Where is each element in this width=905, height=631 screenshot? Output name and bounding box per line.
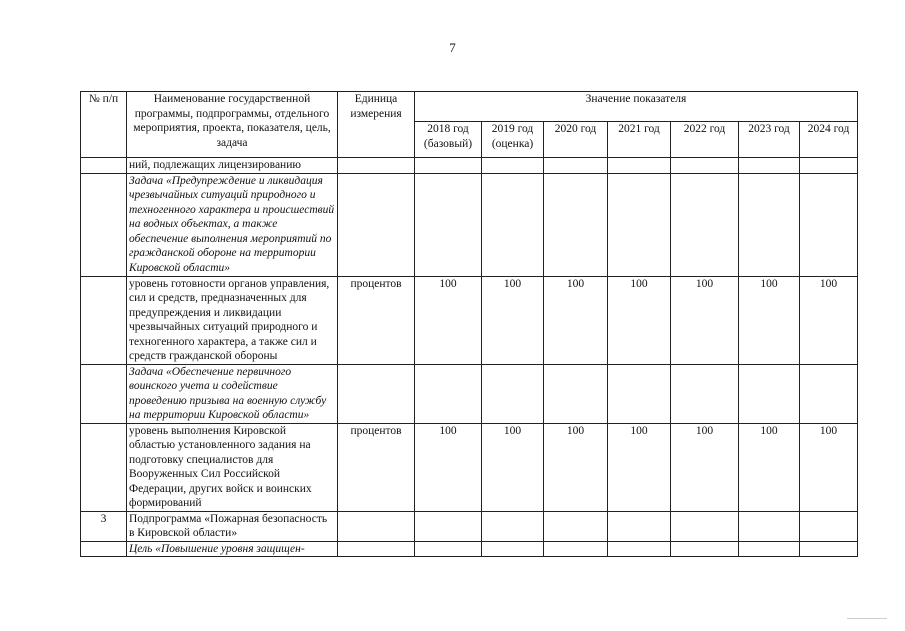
row-unit: процентов: [338, 276, 415, 364]
row-name: Подпрограмма «Пожарная безопасность в Кировской области»: [127, 511, 338, 541]
row-value: 100: [482, 276, 544, 364]
row-value: 100: [415, 423, 482, 511]
header-year: 2018 год (базовый): [415, 122, 482, 158]
row-value: 100: [800, 423, 858, 511]
row-value: 100: [544, 423, 608, 511]
row-name: уровень готовности органов управления, сил и средств, предназначенных для предупреждения и ликвидации чрезвычайных ситуаций природного и техногенного характера, а также сил и средств гражданской обороны: [127, 276, 338, 364]
row-value: 100: [739, 276, 800, 364]
page-number: 7: [449, 40, 456, 55]
header-unit: Единица измерения: [338, 92, 415, 158]
row-value: 100: [608, 276, 671, 364]
table-row-continuation: [81, 158, 858, 174]
row-value: 100: [482, 423, 544, 511]
row-name: Задача «Предупреждение и ликвидация чрезвычайных ситуаций природного и техногенного характера и происшествий на водных объектах, а также обеспечение выполнения мероприятий по гражданской обороне на территории Кировской области»: [127, 173, 338, 276]
scan-artifact: [847, 618, 887, 619]
table-row-goal: [81, 541, 858, 557]
header-year: 2020 год: [544, 122, 608, 158]
row-name: ний, подлежащих лицензированию: [127, 158, 338, 174]
header-year: 2022 год: [671, 122, 739, 158]
table-row-task: [81, 364, 858, 423]
row-value: 100: [671, 276, 739, 364]
row-value: 100: [608, 423, 671, 511]
row-unit: процентов: [338, 423, 415, 511]
row-name: Цель «Повышение уровня защищен-: [127, 541, 338, 557]
header-year: 2023 год: [739, 122, 800, 158]
row-value: 100: [415, 276, 482, 364]
row-name: Задача «Обеспечение первичного воинского учета и содействие проведению призыва на военную службу на территории Кировской области»: [127, 364, 338, 423]
table-row-indicator: [81, 423, 858, 511]
row-value: 100: [544, 276, 608, 364]
table-row-task: [81, 173, 858, 276]
row-value: 100: [800, 276, 858, 364]
header-year: 2024 год: [800, 122, 858, 158]
header-row-top: [81, 92, 858, 122]
row-num: 3: [81, 511, 127, 541]
header-year: 2019 год (оценка): [482, 122, 544, 158]
row-name: уровень выполнения Кировской областью установленного задания на подготовку специалистов для Вооруженных Сил Российской Федерации, других войск и воинских формирований: [127, 423, 338, 511]
header-num: № п/п: [81, 92, 127, 158]
header-values-title: Значение показателя: [415, 92, 858, 122]
row-value: 100: [739, 423, 800, 511]
indicators-table: [80, 91, 858, 557]
header-name: Наименование государственной программы, подпрограммы, отдельного мероприятия, проекта, показателя, цель, задача: [127, 92, 338, 158]
table-row-subprogram: [81, 511, 858, 541]
table-row-indicator: [81, 276, 858, 364]
row-value: 100: [671, 423, 739, 511]
header-year: 2021 год: [608, 122, 671, 158]
